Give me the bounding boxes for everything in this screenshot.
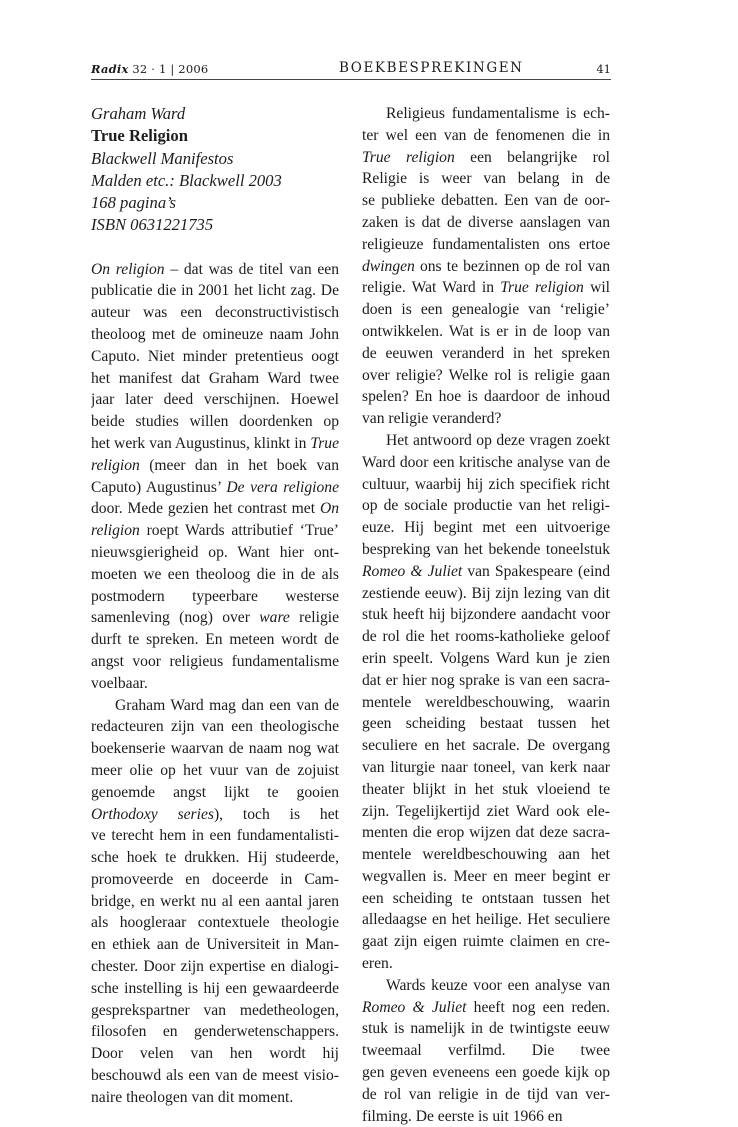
right-column-text-line: ter wel een van de fenomenen die in [362,126,610,144]
right-column-text-line: mentele wereldbeschouwing aan het [362,846,610,864]
header-rule [91,79,611,80]
left-column-text-line: theoloog met de omineuze naam John [91,325,339,343]
right-column-text-line: alledaagse en het heilige. Het seculiere [362,911,610,929]
right-column-text-line: ontwikkelen. Wat is er in de loop van [362,322,610,340]
left-column-text-line: filosofen en genderwetenschappers. [91,1023,339,1041]
right-column-text-line: zaken is dat de diverse aanslagen van [362,213,610,231]
left-column-text-line: religion (meer dan in het boek van [91,456,339,474]
left-column [91,103,339,1109]
right-column-text-line: mentele wereldbeschouwing, waarin [362,693,610,711]
right-column-text-line: zestiende eeuw). Bij zijn lezing van dit [362,584,610,602]
left-column-text-line: meer olie op het vuur van de zojuist [91,761,339,779]
volume-info: 32 · 1 | 2006 [128,62,209,76]
section-title: BOEKBESPREKINGEN [339,60,524,76]
left-column-text-line: Graham Ward mag dan een van de [115,696,339,714]
left-column-text-line: Caputo) Augustinus’ De vera religione [91,478,339,496]
left-column-text-line: On religion – dat was de titel van een [91,260,339,278]
spacer [91,237,339,259]
left-column-text-line: het manifest dat Graham Ward twee [91,369,339,387]
left-column-text-line: gesprekspartner van medetheologen, [91,1001,339,1019]
right-column-text-line: dat er hier nog sprake is van een sacra- [362,671,610,689]
right-column-text-line: Religieus fundamentalisme is ech- [386,105,610,122]
right-column-text-line: se publieke debatten. Een van de oor- [362,192,610,210]
review-series: Blackwell Manifestos [91,148,234,168]
right-column-text-line: Religie is weer van belang in de [362,170,610,188]
left-column-text-line: ve terecht hem in een fundamentalisti- [91,827,339,845]
page-number: 41 [596,62,611,76]
right-column-text-line: cultuur, waarbij hij zich specifiek richt [362,475,610,493]
right-column-text-line: filming. De eerste is uit 1966 en [362,1107,563,1125]
review-author: Graham Ward [91,104,186,123]
left-column-text-line: het werk van Augustinus, klinkt in True [91,434,339,452]
right-body-text [362,103,610,1127]
running-header [91,60,611,78]
left-column-text-line: jaar later deed verschijnen. Hoewel [91,391,339,409]
journal-citation [91,62,208,76]
right-column-text-line: Romeo & Juliet heeft nog een reden. [362,998,610,1016]
right-column-text-line: Romeo & Juliet van Spakespeare (eind [362,562,610,580]
left-column-text-line: en ethiek aan de Universiteit in Man- [91,936,339,954]
right-column-text-line: spelen? En hoe is daardoor de inhoud [362,388,610,406]
left-column-text-line: auteur was een deconstructivistisch [91,304,339,322]
left-column-text-line: beide studies willen doordenken op [91,413,339,431]
left-column-text-line: redacteuren zijn van een theologische [91,718,339,736]
review-pages: 168 pagina’s [91,193,176,213]
left-column-text-line: chester. Door zijn expertise en dialogi- [91,958,339,976]
right-column-text-line: dwingen ons te bezinnen op de rol van [362,257,610,275]
right-column-text-line: eren. [362,955,393,973]
right-column-text-line: de rol die het rooms-katholieke geloof [362,628,610,646]
right-column-text-line: gaat zijn eigen ruimte claimen en cre- [362,933,610,951]
left-column-text-line: publicatie die in 2001 het licht zag. De [91,282,339,300]
right-column-text-line: van religie veranderd? [362,410,502,428]
left-column-text-line: angst voor religieus fundamentalisme [91,652,339,670]
right-column-text-line: erin speelt. Volgens Ward kun je zien [362,649,610,667]
review-publisher: Malden etc.: Blackwell 2003 [91,170,282,190]
left-column-text-line: voelbaar. [91,674,148,692]
right-column-text-line: van liturgie naar toneel, van kerk naar [362,758,610,776]
left-column-text-line: postmodern typeerbare westerse [91,587,339,605]
review-isbn: ISBN 0631221735 [91,215,214,235]
right-column-text-line: Het antwoord op deze vragen zoekt [386,431,610,449]
left-column-text-line: moeten we een theoloog die in de als [91,565,339,583]
right-column-text-line: menten die erop wijzen dat deze sacra- [362,824,610,842]
right-column-text-line: seculiere en het sacrale. De overgang [362,737,610,755]
journal-name: Radix [91,62,129,76]
left-column-text-line: nieuwsgierigheid op. Want hier ont- [91,543,339,561]
left-column-text-line: als hoogleraar contextuele theologie [91,914,339,932]
bibliographic-block [91,103,339,237]
right-column-text-line: stuk heeft hij bijzondere aandacht voor [362,606,610,624]
left-column-text-line: door. Mede gezien het contrast met On [91,500,339,518]
left-column-text-line: sche instelling is hij een gewaardeerde [91,979,339,997]
left-column-text-line: Orthodoxy series), toch is het [91,805,339,823]
right-column-text-line: tweemaal verfilmd. Die twee [362,1042,610,1060]
right-column-text-line: bespreking van het bekende toneelstuk [362,540,610,558]
right-column-text-line: over religie? Welke rol is religie gaan [362,366,610,384]
right-column [362,103,610,1127]
left-column-text-line: Caputo. Niet minder pretentieus oogt [91,347,339,365]
right-column-text-line: Wards keuze voor een analyse van [386,976,610,994]
right-column-text-line: de rol van religie in de tijd van ver- [362,1085,610,1103]
right-column-text-line: religie. Wat Ward in True religion wil [362,279,610,297]
left-column-text-line: genoemde angst lijkt te gooien [91,783,339,801]
left-column-text-line: durft te spreken. En meteen wordt de [91,631,339,649]
right-column-text-line: theater blijkt in het stuk vloeiend te [362,780,610,798]
right-column-text-line: euze. Hij begint met een uitvoerige [362,519,610,537]
left-column-text-line: beschouwd als een van de meest visio- [91,1067,339,1085]
left-body-text [91,259,339,1109]
right-column-text-line: doen is een genealogie van ‘religie’ [362,301,610,319]
left-column-text-line: sche hoek te drukken. Hij studeerde, [91,849,339,867]
right-column-text-line: geen scheiding bestaat tussen het [362,715,610,733]
right-column-text-line: op de sociale productie van het religi- [362,497,610,515]
right-column-text-line: religieuze fundamentalisten ons ertoe [362,235,610,253]
right-column-text-line: stuk is namelijk in de twintigste eeuw [362,1020,610,1038]
right-column-text-line: gen geven eveneens een goede kijk op [362,1064,610,1082]
left-column-text-line: Door velen van hen wordt hij [91,1045,339,1063]
left-column-text-line: boekenserie waarvan de naam nog wat [91,740,339,758]
right-column-text-line: een scheiding te ontstaan tussen het [362,889,610,907]
left-column-text-line: bridge, en werkt nu al een aantal jaren [91,892,339,910]
left-column-text-line: promoveerde en doceerde in Cam- [91,870,339,888]
review-title: True Religion [91,126,188,146]
right-column-text-line: de eeuwen veranderd in het spreken [362,344,610,362]
right-column-text-line: zijn. Tegelijkertijd ziet Ward ook ele- [362,802,610,820]
right-column-text-line: wegvallen is. Meer en meer begint er [362,867,610,885]
left-column-text-line: samenleving (nog) over ware religie [91,609,339,627]
left-column-text-line: naire theologen van dit moment. [91,1088,294,1106]
left-column-text-line: religion roept Wards attributief ‘True’ [91,522,339,540]
right-column-text-line: True religion een belangrijke rol [362,148,610,166]
right-column-text-line: Ward door een kritische analyse van de [362,453,610,471]
